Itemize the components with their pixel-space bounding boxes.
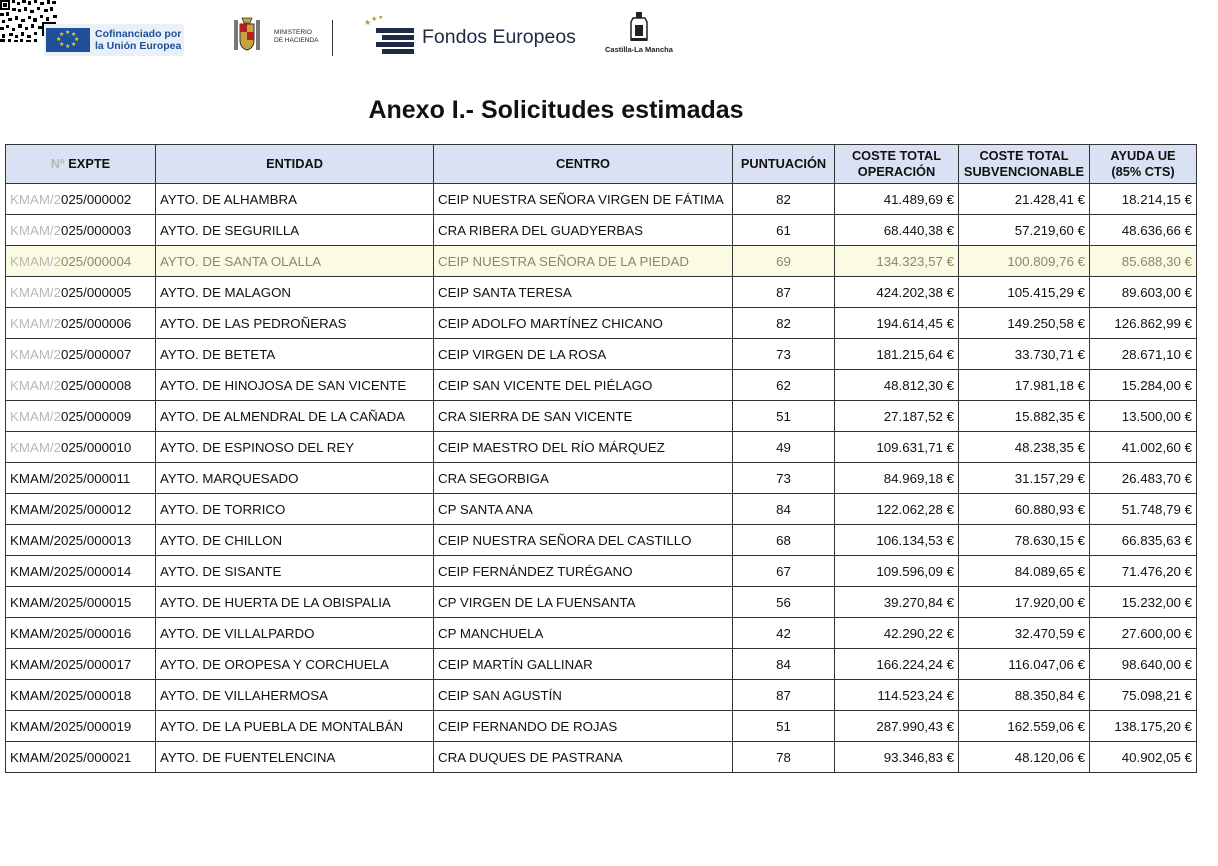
- cell-centro: CEIP ADOLFO MARTÍNEZ CHICANO: [434, 308, 733, 339]
- cell-coste-operacion: 93.346,83 €: [835, 742, 959, 773]
- cell-coste-subvencionable: 48.120,06 €: [959, 742, 1090, 773]
- cell-coste-operacion: 41.489,69 €: [835, 184, 959, 215]
- cell-puntuacion: 69: [733, 246, 835, 277]
- cell-expte: [6, 432, 156, 463]
- cell-coste-operacion: 181.215,64 €: [835, 339, 959, 370]
- cell-entidad: AYTO. DE HINOJOSA DE SAN VICENTE: [156, 370, 434, 401]
- castle-icon: [624, 12, 654, 44]
- cell-ayuda-ue: 85.688,30 €: [1090, 246, 1197, 277]
- cell-expte: [6, 525, 156, 556]
- cell-entidad: AYTO. DE TORRICO: [156, 494, 434, 525]
- cell-centro: CP MANCHUELA: [434, 618, 733, 649]
- col-header-coste-operacion-1: COSTE TOTAL: [851, 148, 942, 163]
- cell-puntuacion: 84: [733, 494, 835, 525]
- cell-coste-operacion: 84.969,18 €: [835, 463, 959, 494]
- cell-ayuda-ue: 66.835,63 €: [1090, 525, 1197, 556]
- fondos-europeos-icon: [364, 16, 418, 56]
- table-row: [6, 711, 1197, 742]
- cell-centro: CEIP SANTA TERESA: [434, 277, 733, 308]
- cell-centro: CEIP MARTÍN GALLINAR: [434, 649, 733, 680]
- cell-ayuda-ue: 75.098,21 €: [1090, 680, 1197, 711]
- table-row: [6, 339, 1197, 370]
- cell-expte: [6, 742, 156, 773]
- cell-coste-operacion: 122.062,28 €: [835, 494, 959, 525]
- cell-expte-number: KMAM/2025/000017: [10, 656, 132, 672]
- col-header-ayuda-ue-2: (85% CTS): [1111, 164, 1175, 179]
- cell-expte: [6, 711, 156, 742]
- table-row: [6, 277, 1197, 308]
- cell-coste-subvencionable: 57.219,60 €: [959, 215, 1090, 246]
- cell-ayuda-ue: 27.600,00 €: [1090, 618, 1197, 649]
- eu-cofinancing-logo: [44, 24, 184, 56]
- cell-entidad: AYTO. DE SISANTE: [156, 556, 434, 587]
- cell-coste-operacion: 27.187,52 €: [835, 401, 959, 432]
- cell-ayuda-ue: 126.862,99 €: [1090, 308, 1197, 339]
- cell-expte-number: 025/000003: [60, 222, 132, 238]
- cell-coste-subvencionable: 149.250,58 €: [959, 308, 1090, 339]
- eu-flag-icon: ★ ★ ★ ★ ★ ★ ★ ★: [46, 28, 90, 52]
- cell-expte-number: KMAM/2025/000015: [10, 594, 132, 610]
- cell-ayuda-ue: 40.902,05 €: [1090, 742, 1197, 773]
- castilla-la-mancha-logo: [602, 12, 674, 58]
- cell-puntuacion: 51: [733, 401, 835, 432]
- solicitudes-table: [5, 144, 1197, 773]
- cell-centro: CEIP NUESTRA SEÑORA VIRGEN DE FÁTIMA: [434, 184, 733, 215]
- cell-puntuacion: 82: [733, 184, 835, 215]
- cell-puntuacion: 67: [733, 556, 835, 587]
- cell-expte: [6, 649, 156, 680]
- cell-centro: CEIP FERNANDO DE ROJAS: [434, 711, 733, 742]
- cell-expte: [6, 215, 156, 246]
- cell-puntuacion: 62: [733, 370, 835, 401]
- cell-expte-number: 025/000010: [60, 439, 132, 455]
- cell-centro: CEIP MAESTRO DEL RÍO MÁRQUEZ: [434, 432, 733, 463]
- col-header-expte: [6, 145, 156, 184]
- cell-expte-prefix: KMAM/2: [10, 408, 61, 424]
- cell-coste-operacion: 287.990,43 €: [835, 711, 959, 742]
- cell-coste-operacion: 424.202,38 €: [835, 277, 959, 308]
- cell-coste-operacion: 109.631,71 €: [835, 432, 959, 463]
- col-header-entidad: ENTIDAD: [156, 145, 434, 184]
- cell-puntuacion: 82: [733, 308, 835, 339]
- coat-of-arms-icon: [228, 16, 266, 54]
- cell-coste-subvencionable: 15.882,35 €: [959, 401, 1090, 432]
- cell-ayuda-ue: 48.636,66 €: [1090, 215, 1197, 246]
- eu-text-line1: Cofinanciado por: [95, 28, 182, 40]
- col-header-ayuda-ue: [1090, 145, 1197, 184]
- cell-expte-number: 025/000006: [60, 315, 132, 331]
- ministry-line1: MINISTERIO: [274, 29, 312, 36]
- cell-coste-operacion: 42.290,22 €: [835, 618, 959, 649]
- cell-puntuacion: 78: [733, 742, 835, 773]
- cell-entidad: AYTO. DE MALAGON: [156, 277, 434, 308]
- col-header-expte-label: EXPTE: [68, 156, 111, 171]
- cell-coste-operacion: 134.323,57 €: [835, 246, 959, 277]
- cell-expte-prefix: KMAM/2: [10, 377, 61, 393]
- cell-coste-subvencionable: 84.089,65 €: [959, 556, 1090, 587]
- cell-coste-operacion: 166.224,24 €: [835, 649, 959, 680]
- cell-expte-number: 025/000005: [60, 284, 132, 300]
- col-header-coste-operacion: [835, 145, 959, 184]
- cell-centro: CRA RIBERA DEL GUADYERBAS: [434, 215, 733, 246]
- cell-entidad: AYTO. MARQUESADO: [156, 463, 434, 494]
- table-row: [6, 742, 1197, 773]
- cell-centro: CEIP VIRGEN DE LA ROSA: [434, 339, 733, 370]
- col-header-puntuacion: PUNTUACIÓN: [733, 145, 835, 184]
- cell-expte-number: 025/000002: [60, 191, 132, 207]
- cell-puntuacion: 51: [733, 711, 835, 742]
- cell-coste-subvencionable: 105.415,29 €: [959, 277, 1090, 308]
- cell-entidad: AYTO. DE SEGURILLA: [156, 215, 434, 246]
- cell-expte-number: 025/000007: [60, 346, 132, 362]
- cell-ayuda-ue: 71.476,20 €: [1090, 556, 1197, 587]
- cell-coste-subvencionable: 88.350,84 €: [959, 680, 1090, 711]
- cell-puntuacion: 73: [733, 339, 835, 370]
- col-header-expte-prefix: Nº: [50, 156, 65, 171]
- cell-expte: [6, 494, 156, 525]
- svg-text:★: ★: [364, 18, 372, 27]
- cell-expte-prefix: KMAM/2: [10, 315, 61, 331]
- eu-text-line2: la Unión Europea: [95, 40, 182, 52]
- cell-ayuda-ue: 138.175,20 €: [1090, 711, 1197, 742]
- cell-expte-number: KMAM/2025/000019: [10, 718, 132, 734]
- table-row: [6, 587, 1197, 618]
- cell-puntuacion: 42: [733, 618, 835, 649]
- col-header-ayuda-ue-1: AYUDA UE: [1110, 148, 1176, 163]
- table-row: [6, 494, 1197, 525]
- col-header-centro: CENTRO: [434, 145, 733, 184]
- cell-ayuda-ue: 15.284,00 €: [1090, 370, 1197, 401]
- cell-expte-prefix: KMAM/2: [10, 253, 61, 269]
- cell-coste-subvencionable: 100.809,76 €: [959, 246, 1090, 277]
- cell-expte-number: KMAM/2025/000018: [10, 687, 132, 703]
- table-row: [6, 432, 1197, 463]
- cell-centro: CRA SEGORBIGA: [434, 463, 733, 494]
- cell-ayuda-ue: 89.603,00 €: [1090, 277, 1197, 308]
- cell-puntuacion: 68: [733, 525, 835, 556]
- cell-puntuacion: 73: [733, 463, 835, 494]
- cell-entidad: AYTO. DE VILLALPARDO: [156, 618, 434, 649]
- fondos-europeos-text: Fondos Europeos: [422, 26, 576, 48]
- table-row: [6, 215, 1197, 246]
- cell-coste-operacion: 114.523,24 €: [835, 680, 959, 711]
- table-row: [6, 184, 1197, 215]
- cell-expte-number: KMAM/2025/000011: [10, 470, 131, 486]
- cell-expte: [6, 246, 156, 277]
- ministry-line2: DE HACIENDA: [274, 37, 319, 44]
- cell-entidad: AYTO. DE LA PUEBLA DE MONTALBÁN: [156, 711, 434, 742]
- table-row: [6, 556, 1197, 587]
- cell-expte-number: KMAM/2025/000014: [10, 563, 132, 579]
- col-header-coste-subvencionable-1: COSTE TOTAL: [979, 148, 1069, 163]
- table-row: [6, 649, 1197, 680]
- cell-expte: [6, 556, 156, 587]
- page-title: Anexo I.- Solicitudes estimadas: [368, 96, 744, 124]
- cell-expte-prefix: KMAM/2: [10, 346, 61, 362]
- col-header-coste-subvencionable: [959, 145, 1090, 184]
- cell-expte: [6, 680, 156, 711]
- cell-coste-subvencionable: 17.920,00 €: [959, 587, 1090, 618]
- cell-entidad: AYTO. DE VILLAHERMOSA: [156, 680, 434, 711]
- cell-expte-number: 025/000009: [60, 408, 132, 424]
- fondos-europeos-logo: [364, 16, 576, 56]
- cell-puntuacion: 84: [733, 649, 835, 680]
- cell-ayuda-ue: 98.640,00 €: [1090, 649, 1197, 680]
- cell-entidad: AYTO. DE FUENTELENCINA: [156, 742, 434, 773]
- cell-centro: CEIP SAN VICENTE DEL PIÉLAGO: [434, 370, 733, 401]
- cell-entidad: AYTO. DE BETETA: [156, 339, 434, 370]
- cell-expte-number: KMAM/2025/000013: [10, 532, 132, 548]
- cell-centro: CP SANTA ANA: [434, 494, 733, 525]
- cell-expte: [6, 463, 156, 494]
- col-header-coste-subvencionable-2: SUBVENCIONABLE: [963, 164, 1085, 179]
- logo-divider: [332, 20, 333, 56]
- cell-ayuda-ue: 13.500,00 €: [1090, 401, 1197, 432]
- table-row: [6, 308, 1197, 339]
- cell-ayuda-ue: 28.671,10 €: [1090, 339, 1197, 370]
- cell-ayuda-ue: 26.483,70 €: [1090, 463, 1197, 494]
- cell-puntuacion: 87: [733, 277, 835, 308]
- cell-puntuacion: 87: [733, 680, 835, 711]
- cell-centro: CEIP NUESTRA SEÑORA DEL CASTILLO: [434, 525, 733, 556]
- cell-puntuacion: 61: [733, 215, 835, 246]
- cell-ayuda-ue: 18.214,15 €: [1090, 184, 1197, 215]
- cell-entidad: AYTO. DE LAS PEDROÑERAS: [156, 308, 434, 339]
- cell-coste-subvencionable: 33.730,71 €: [959, 339, 1090, 370]
- cell-ayuda-ue: 51.748,79 €: [1090, 494, 1197, 525]
- cell-centro: CEIP FERNÁNDEZ TURÉGANO: [434, 556, 733, 587]
- cell-expte-number: 025/000004: [60, 253, 132, 269]
- cell-entidad: AYTO. DE ALMENDRAL DE LA CAÑADA: [156, 401, 434, 432]
- cell-expte: [6, 587, 156, 618]
- table-row: [6, 525, 1197, 556]
- cell-coste-subvencionable: 17.981,18 €: [959, 370, 1090, 401]
- cell-entidad: AYTO. DE ALHAMBRA: [156, 184, 434, 215]
- cell-coste-subvencionable: 78.630,15 €: [959, 525, 1090, 556]
- svg-text:★: ★: [378, 16, 384, 21]
- cell-coste-operacion: 68.440,38 €: [835, 215, 959, 246]
- table-row: [6, 618, 1197, 649]
- table-row: [6, 463, 1197, 494]
- cell-expte-prefix: KMAM/2: [10, 191, 61, 207]
- cell-expte-prefix: KMAM/2: [10, 284, 61, 300]
- region-text: Castilla-La Mancha: [605, 45, 673, 54]
- cell-expte-prefix: KMAM/2: [10, 439, 61, 455]
- cell-centro: CRA SIERRA DE SAN VICENTE: [434, 401, 733, 432]
- table-row: [6, 246, 1197, 277]
- cell-puntuacion: 56: [733, 587, 835, 618]
- cell-entidad: AYTO. DE SANTA OLALLA: [156, 246, 434, 277]
- table-row: [6, 370, 1197, 401]
- cell-coste-subvencionable: 116.047,06 €: [959, 649, 1090, 680]
- cell-puntuacion: 49: [733, 432, 835, 463]
- cell-centro: CP VIRGEN DE LA FUENSANTA: [434, 587, 733, 618]
- eu-cofinancing-text: [95, 28, 181, 52]
- cell-coste-operacion: 109.596,09 €: [835, 556, 959, 587]
- cell-coste-subvencionable: 48.238,35 €: [959, 432, 1090, 463]
- cell-coste-operacion: 39.270,84 €: [835, 587, 959, 618]
- table-row: [6, 401, 1197, 432]
- cell-expte-number: KMAM/2025/000012: [10, 501, 132, 517]
- table-row: [6, 680, 1197, 711]
- cell-entidad: AYTO. DE OROPESA Y CORCHUELA: [156, 649, 434, 680]
- cell-expte: [6, 184, 156, 215]
- ministry-logo: [228, 14, 338, 58]
- cell-coste-subvencionable: 162.559,06 €: [959, 711, 1090, 742]
- cell-coste-operacion: 48.812,30 €: [835, 370, 959, 401]
- cell-expte: [6, 370, 156, 401]
- cell-expte: [6, 339, 156, 370]
- cell-centro: CEIP NUESTRA SEÑORA DE LA PIEDAD: [434, 246, 733, 277]
- cell-expte-number: 025/000008: [60, 377, 132, 393]
- cell-coste-subvencionable: 21.428,41 €: [959, 184, 1090, 215]
- cell-expte: [6, 308, 156, 339]
- cell-entidad: AYTO. DE CHILLON: [156, 525, 434, 556]
- cell-coste-operacion: 194.614,45 €: [835, 308, 959, 339]
- cell-expte-number: KMAM/2025/000021: [10, 749, 132, 765]
- svg-text:★: ★: [371, 16, 378, 23]
- cell-expte: [6, 401, 156, 432]
- cell-centro: CEIP SAN AGUSTÍN: [434, 680, 733, 711]
- cell-coste-subvencionable: 32.470,59 €: [959, 618, 1090, 649]
- cell-entidad: AYTO. DE ESPINOSO DEL REY: [156, 432, 434, 463]
- logo-bar: [0, 0, 1218, 70]
- cell-expte: [6, 618, 156, 649]
- cell-expte: [6, 277, 156, 308]
- cell-expte-prefix: KMAM/2: [10, 222, 61, 238]
- table-header-row: [6, 145, 1197, 184]
- cell-ayuda-ue: 15.232,00 €: [1090, 587, 1197, 618]
- cell-ayuda-ue: 41.002,60 €: [1090, 432, 1197, 463]
- cell-centro: CRA DUQUES DE PASTRANA: [434, 742, 733, 773]
- cell-coste-operacion: 106.134,53 €: [835, 525, 959, 556]
- col-header-coste-operacion-2: OPERACIÓN: [857, 164, 936, 179]
- cell-expte-number: KMAM/2025/000016: [10, 625, 132, 641]
- cell-entidad: AYTO. DE HUERTA DE LA OBISPALIA: [156, 587, 434, 618]
- cell-coste-subvencionable: 31.157,29 €: [959, 463, 1090, 494]
- cell-coste-subvencionable: 60.880,93 €: [959, 494, 1090, 525]
